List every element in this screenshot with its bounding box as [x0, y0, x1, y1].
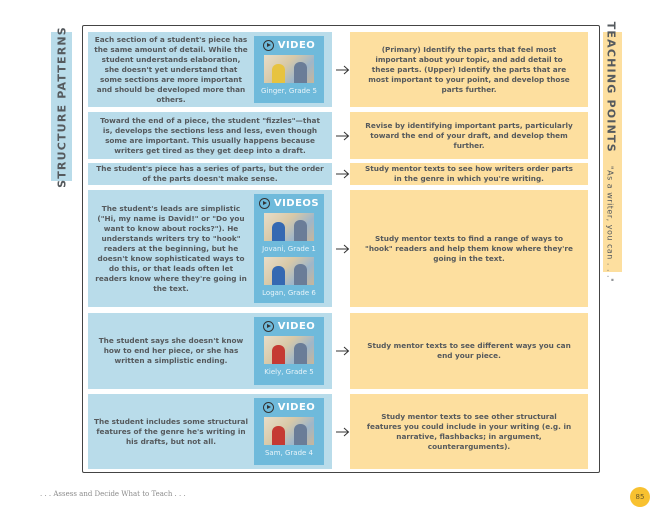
- teaching-point-text: Revise by identifying important parts, particularly toward the end of your draft, and develop them further.: [365, 120, 573, 150]
- pattern-text: The student's piece has a series of parts, but the order of the parts doesn't make sense.: [96, 164, 324, 183]
- pattern-text: Each section of a student's piece has the same amount of detail. While the student understands elaboration, she doesn't yet understand that some sections are more important and should be developed more than others.: [94, 34, 248, 104]
- teaching-points-title: TEACHING POINTS: [604, 21, 617, 153]
- pattern-text: The student says she doesn't know how to end her piece, or she has written a simplistic ending.: [98, 336, 244, 365]
- structure-pattern-cell: [88, 190, 332, 307]
- video-caption: Jovani, Grade 1: [262, 245, 316, 253]
- play-icon[interactable]: [263, 321, 274, 332]
- video-thumbnail[interactable]: [264, 336, 314, 364]
- video-label: VIDEOS: [273, 198, 320, 209]
- table-row: [88, 163, 598, 185]
- teaching-point-text: Study mentor texts to see different ways you can end your piece.: [367, 341, 571, 360]
- structure-pattern-cell: [88, 394, 332, 469]
- video-caption: Ginger, Grade 5: [261, 87, 317, 95]
- video-panel[interactable]: [254, 36, 324, 103]
- teaching-point-cell: [350, 32, 588, 107]
- teaching-point-text: Study mentor texts to see how writers order parts in the genre in which you're writing.: [365, 164, 573, 183]
- table-row: [88, 313, 598, 389]
- page-number-badge: 85: [630, 487, 650, 507]
- arrow-right-icon: [336, 169, 350, 179]
- teaching-point-cell: [350, 112, 588, 159]
- video-thumbnail[interactable]: [264, 213, 314, 241]
- video-panel[interactable]: [254, 194, 324, 303]
- teaching-point-cell: [350, 190, 588, 307]
- video-panel[interactable]: [254, 317, 324, 385]
- teaching-point-cell: [350, 313, 588, 389]
- video-thumbnail[interactable]: [264, 257, 314, 285]
- pattern-text: Toward the end of a piece, the student "fizzles"—that is, develops the sections less and less, even though some are important. This usually happens because writers get tired as they get deep into a draft.: [100, 115, 320, 155]
- video-label: VIDEO: [277, 40, 316, 51]
- video-thumbnail[interactable]: [264, 55, 314, 83]
- pattern-text: The student's leads are simplistic ("Hi, my name is David!" or "Do you want to know about rocks?"). He understands writers try to "hook" readers at the beginning, but he doesn't know sophisticated ways to do this, or that leads often let readers know where they're going in the text.: [95, 203, 247, 293]
- structure-pattern-cell: [88, 163, 332, 185]
- table-row: [88, 32, 598, 107]
- teaching-point-cell: [350, 394, 588, 469]
- table-row: [88, 394, 598, 469]
- video-label: VIDEO: [277, 321, 316, 332]
- teaching-points-subtitle: "As a writer, you can . . .": [605, 165, 614, 283]
- video-label: VIDEO: [277, 402, 316, 413]
- video-panel[interactable]: [254, 398, 324, 465]
- structure-pattern-cell: [88, 112, 332, 159]
- teaching-points-label: [603, 21, 622, 283]
- teaching-point-cell: [350, 163, 588, 185]
- play-icon[interactable]: [263, 402, 274, 413]
- arrow-right-icon: [336, 131, 350, 141]
- video-caption: Kiely, Grade 5: [264, 368, 314, 376]
- arrow-right-icon: [336, 65, 350, 75]
- arrow-right-icon: [336, 346, 350, 356]
- structure-pattern-cell: [88, 313, 332, 389]
- table-row: [88, 112, 598, 159]
- running-footer: . . . Assess and Decide What to Teach . . .: [40, 490, 186, 498]
- table-row: [88, 190, 598, 307]
- video-thumbnail[interactable]: [264, 417, 314, 445]
- play-icon[interactable]: [259, 198, 270, 209]
- video-caption: Sam, Grade 4: [264, 449, 314, 457]
- teaching-point-text: Study mentor texts to see other structural features you could include in your writing (e.g. in narrative, flashbacks; in argument, counterarguments).: [366, 411, 572, 451]
- video-caption: Logan, Grade 6: [262, 289, 316, 297]
- teaching-point-text: (Primary) Identify the parts that feel most important about your topic, and add detail to these parts. (Upper) Identify the parts that are most important to your point, and develop those parts further.: [368, 44, 570, 94]
- teaching-point-text: Study mentor texts to find a range of ways to "hook" readers and help them know where they're going in the text.: [365, 233, 573, 263]
- pattern-text: The student includes some structural features of the genre he's writing in his drafts, but not all.: [94, 416, 248, 446]
- play-icon[interactable]: [263, 40, 274, 51]
- structure-pattern-cell: [88, 32, 332, 107]
- arrow-right-icon: [336, 244, 350, 254]
- arrow-right-icon: [336, 427, 350, 437]
- structure-patterns-label: STRUCTURE PATTERNS: [51, 32, 72, 181]
